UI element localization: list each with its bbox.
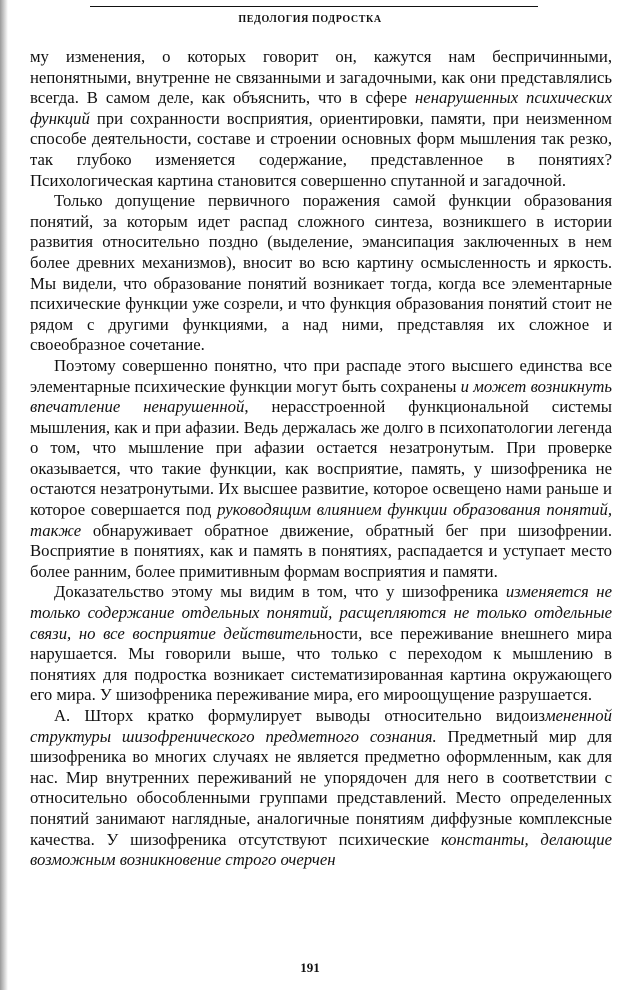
paragraph-1: [30, 47, 612, 191]
text-run: при сохранности восприятия, ориентировки, памяти, при неизменном способе деятельности, составе и строении основных форм мышления так резко, так глубоко изменяется содержание, представленное в понятиях? Психологическая картина становится совершенно спутанной и загадочной.: [30, 108, 612, 190]
page-body: [30, 47, 612, 871]
paragraph-2: [30, 191, 612, 356]
header-rule: [90, 6, 538, 7]
italic-run: мененной структуры шизофренического предметного сознания.: [30, 706, 612, 746]
text-run: му изменения, о которых говорит он, кажутся нам беспричинными, непонятными, внутренне не связанными и загадочными, как они представлялись всегда. В самом деле, как объяснить, что в сфере: [30, 47, 612, 108]
text-run: А. Шторх кратко формулирует выводы относительно видоиз: [54, 706, 545, 725]
paragraph-4: [30, 582, 612, 706]
paragraph-5: [30, 706, 612, 871]
text-run: ности, все переживание внешнего мира нарушается. Мы говорили выше, что только с переходом к мышлению в понятиях для подростка возникает систематизированная картина окружающего его мира. У шизофреника переживание мира, его мироощущение разрушается.: [30, 623, 613, 705]
italic-run: ненарушенных психических функций: [30, 88, 613, 128]
scan-edge-shadow: [0, 0, 8, 990]
paragraph-3: [30, 356, 612, 583]
page-number: 191: [300, 960, 320, 975]
italic-run: руководящим влиянием функции образования понятий, также: [30, 500, 612, 540]
text-run: Предметный мир для шизофреника во многих случаях не является предметно оформленным, как для нас. Мир внутренних переживаний не упорядочен для него в соответствии с относительно обособленными группами представлений. Место определенных понятий занимают наглядные, аналогичные понятиям диффузные комплексные качества. У шизофреника отсутствуют психические: [30, 726, 612, 849]
text-run: Поэтому совершенно понятно, что при распаде этого высшего единства все элементарные психические функции могут быть сохранены: [30, 355, 612, 396]
text-run: обнаруживает обратное движение, обратный бег при шизофрении. Восприятие в понятиях, как и память в понятиях, распадается и уступает место более ранним, более примитивным формам восприятия и памяти.: [30, 520, 612, 581]
running-head: ПЕДОЛОГИЯ ПОДРОСТКА: [238, 14, 382, 25]
italic-run: константы, делающие возможным возникновение строго очерчен: [30, 829, 612, 870]
text-run: Доказательство этому мы видим в том, что у шизофреника: [54, 582, 506, 602]
text-run: , нерасстроенной функциональной системы мышления, как и при афазии. Ведь держалась же долго в психопатологии легенда о том, что мышление при афазии остается незатронутым. При проверке оказывается, что такие функции, как восприятие, память, у шизофреника не остаются незатронутыми. Их высшее развитие, которое освещено нами раньше и которое совершается под: [30, 397, 612, 520]
text-run: Только допущение первичного поражения самой функции образования понятий, за которым идет распад сложного синтеза, возникшего в истории развития относительно поздно (выделение, эмансипация заключенных в нем более древних механизмов), вносит во всю картину осмысленность и яркость. Мы видели, что образование понятий возникает тогда, когда все элементарные психические функции уже созрели, и что функция образования понятий стоит не рядом с другими функциями, а над ними, представляя их сложное и своеобразное сочетание.: [30, 191, 612, 355]
italic-run: и может возникнуть впечатление ненарушенной: [30, 376, 612, 417]
italic-run: изменяется не только содержание отдельных понятий, расщепляются не только отдельные связи, но все восприятие действитель: [30, 582, 612, 643]
